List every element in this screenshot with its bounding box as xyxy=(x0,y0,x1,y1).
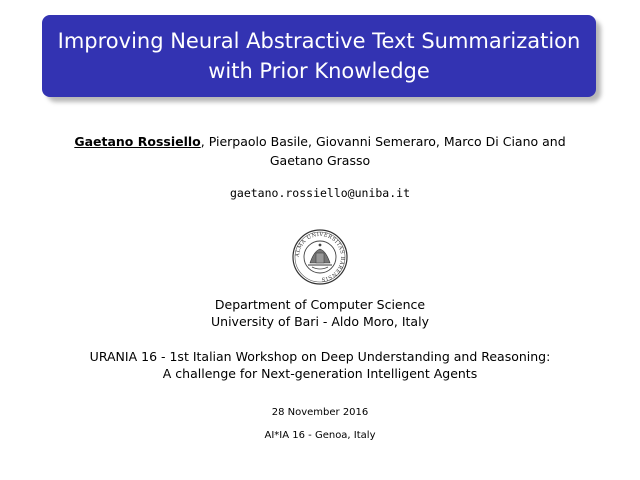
presenter-name: Gaetano Rossiello xyxy=(74,134,201,149)
author-list xyxy=(60,132,580,170)
university: University of Bari - Aldo Moro, Italy xyxy=(211,314,429,329)
workshop-line-1: URANIA 16 - 1st Italian Workshop on Deep Understanding and Reasoning: xyxy=(89,349,551,364)
co-authors: , Pierpaolo Basile, Giovanni Semeraro, Marco Di Ciano and xyxy=(200,134,566,149)
presentation-date: 28 November 2016 xyxy=(271,407,369,418)
workshop-name xyxy=(40,348,600,382)
affiliation xyxy=(0,296,640,330)
seal-lettering: ALMA UNIVERSITAS BARENSIS xyxy=(294,231,346,283)
title-line-2: with Prior Knowledge xyxy=(208,59,430,83)
title-banner xyxy=(42,15,596,97)
university-seal-icon xyxy=(292,229,348,285)
contact-email: gaetano.rossiello@uniba.it xyxy=(229,186,410,200)
co-authors-line-2: Gaetano Grasso xyxy=(269,153,371,168)
workshop-line-2: A challenge for Next-generation Intelligent Agents xyxy=(162,366,478,381)
conference-venue: AI*IA 16 - Genoa, Italy xyxy=(264,430,376,441)
department: Department of Computer Science xyxy=(214,297,426,312)
title-line-1: Improving Neural Abstractive Text Summarization xyxy=(57,29,581,53)
